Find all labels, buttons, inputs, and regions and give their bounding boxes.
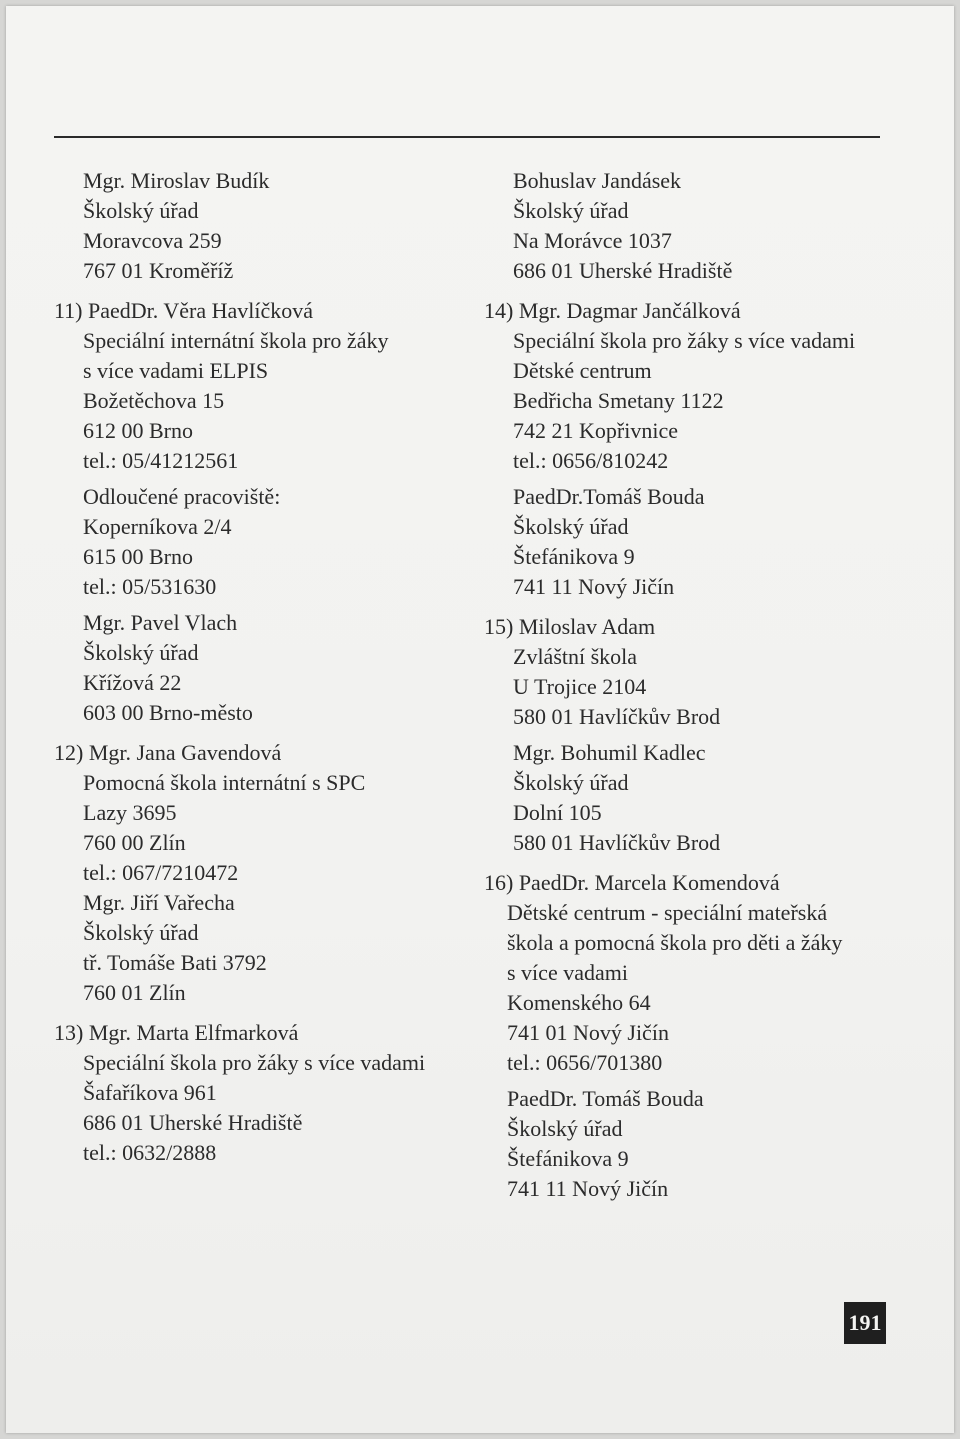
address-entry <box>484 1084 894 1204</box>
entry-line: škola a pomocná škola pro děti a žáky <box>507 930 843 955</box>
entry-line: Božetěchova 15 <box>83 388 225 413</box>
entry-line: Moravcova 259 <box>83 228 222 253</box>
address-entry <box>54 482 464 602</box>
entry-line: PaedDr. Tomáš Bouda <box>507 1086 704 1111</box>
entry-line: 760 00 Zlín <box>83 830 186 855</box>
entry-line: Školský úřad <box>83 920 199 945</box>
entry-line: Speciální internátní škola pro žáky <box>83 328 389 353</box>
address-entry <box>484 612 894 732</box>
address-entry <box>54 1018 464 1168</box>
entry-line: tel.: 0656/701380 <box>507 1050 663 1075</box>
entry-line: s více vadami <box>507 960 628 985</box>
page-number: 191 <box>844 1302 886 1344</box>
entry-line: 767 01 Kroměříž <box>83 258 234 283</box>
entry-line: Školský úřad <box>83 198 199 223</box>
entry-line: 615 00 Brno <box>83 544 193 569</box>
entry-line: Odloučené pracoviště: <box>83 484 281 509</box>
entry-line: 580 01 Havlíčkův Brod <box>513 704 721 729</box>
entry-line: U Trojice 2104 <box>513 674 647 699</box>
spacer <box>54 1008 464 1018</box>
entry-line: tel.: 067/7210472 <box>83 860 239 885</box>
address-entry <box>484 166 894 286</box>
spacer <box>484 286 894 296</box>
entry-line: 11) PaedDr. Věra Havlíčková <box>54 298 314 323</box>
entry-line: Mgr. Jiří Vařecha <box>83 890 235 915</box>
address-entry <box>54 166 464 286</box>
address-entry <box>54 608 464 728</box>
entry-line: Školský úřad <box>507 1116 623 1141</box>
entry-line: Pomocná škola internátní s SPC <box>83 770 366 795</box>
spacer <box>54 728 464 738</box>
entry-line: Mgr. Pavel Vlach <box>83 610 238 635</box>
entry-line: 741 11 Nový Jičín <box>507 1176 669 1201</box>
entry-line: 760 01 Zlín <box>83 980 186 1005</box>
entry-line: 686 01 Uherské Hradiště <box>83 1110 303 1135</box>
entry-line: Bohuslav Jandásek <box>513 168 682 193</box>
page <box>6 6 954 1433</box>
entry-line: Bedřicha Smetany 1122 <box>513 388 724 413</box>
entry-line: Křížová 22 <box>83 670 182 695</box>
entry-line: 741 01 Nový Jičín <box>507 1020 669 1045</box>
address-entry <box>484 482 894 602</box>
entry-line: 15) Miloslav Adam <box>484 614 656 639</box>
entry-line: Štefánikova 9 <box>507 1146 629 1171</box>
entry-line: Speciální škola pro žáky s více vadami <box>513 328 856 353</box>
entry-line: tel.: 0656/810242 <box>513 448 669 473</box>
entry-line: tel.: 05/531630 <box>83 574 217 599</box>
entry-line: Štefánikova 9 <box>513 544 635 569</box>
entry-line: Školský úřad <box>513 198 629 223</box>
entry-line: Komenského 64 <box>507 990 651 1015</box>
entry-line: tř. Tomáše Bati 3792 <box>83 950 267 975</box>
entry-line: Zvláštní škola <box>513 644 638 669</box>
entry-line: Školský úřad <box>513 770 629 795</box>
entry-line: 741 11 Nový Jičín <box>513 574 675 599</box>
entry-line: PaedDr.Tomáš Bouda <box>513 484 705 509</box>
entry-line: s více vadami ELPIS <box>83 358 269 383</box>
entry-line: Školský úřad <box>513 514 629 539</box>
entry-line: 742 21 Kopřivnice <box>513 418 678 443</box>
entry-line: Dolní 105 <box>513 800 602 825</box>
entry-line: 14) Mgr. Dagmar Jančálková <box>484 298 741 323</box>
entry-line: Šafaříkova 961 <box>83 1080 217 1105</box>
left-column <box>54 166 464 1168</box>
entry-line: Mgr. Bohumil Kadlec <box>513 740 706 765</box>
entry-line: Na Morávce 1037 <box>513 228 672 253</box>
address-entry <box>484 868 894 1078</box>
entry-line: Dětské centrum - speciální mateřská <box>507 900 828 925</box>
entry-line: 12) Mgr. Jana Gavendová <box>54 740 282 765</box>
address-entry <box>54 296 464 476</box>
entry-line: Mgr. Miroslav Budík <box>83 168 270 193</box>
address-entry <box>484 738 894 858</box>
entry-line: 580 01 Havlíčkův Brod <box>513 830 721 855</box>
address-entry <box>484 296 894 476</box>
entry-line: 16) PaedDr. Marcela Komendová <box>484 870 780 895</box>
entry-line: Dětské centrum <box>513 358 652 383</box>
address-entry <box>54 738 464 1008</box>
spacer <box>484 602 894 612</box>
entry-line: 612 00 Brno <box>83 418 193 443</box>
spacer <box>54 286 464 296</box>
header-rule <box>54 136 880 138</box>
entry-line: tel.: 05/41212561 <box>83 448 239 473</box>
spacer <box>484 858 894 868</box>
entry-line: 603 00 Brno-město <box>83 700 253 725</box>
entry-line: 13) Mgr. Marta Elfmarková <box>54 1020 299 1045</box>
entry-line: 686 01 Uherské Hradiště <box>513 258 733 283</box>
entry-line: Lazy 3695 <box>83 800 177 825</box>
entry-line: Speciální škola pro žáky s více vadami <box>83 1050 426 1075</box>
right-column <box>484 166 894 1204</box>
entry-line: tel.: 0632/2888 <box>83 1140 217 1165</box>
entry-line: Školský úřad <box>83 640 199 665</box>
entry-line: Koperníkova 2/4 <box>83 514 232 539</box>
